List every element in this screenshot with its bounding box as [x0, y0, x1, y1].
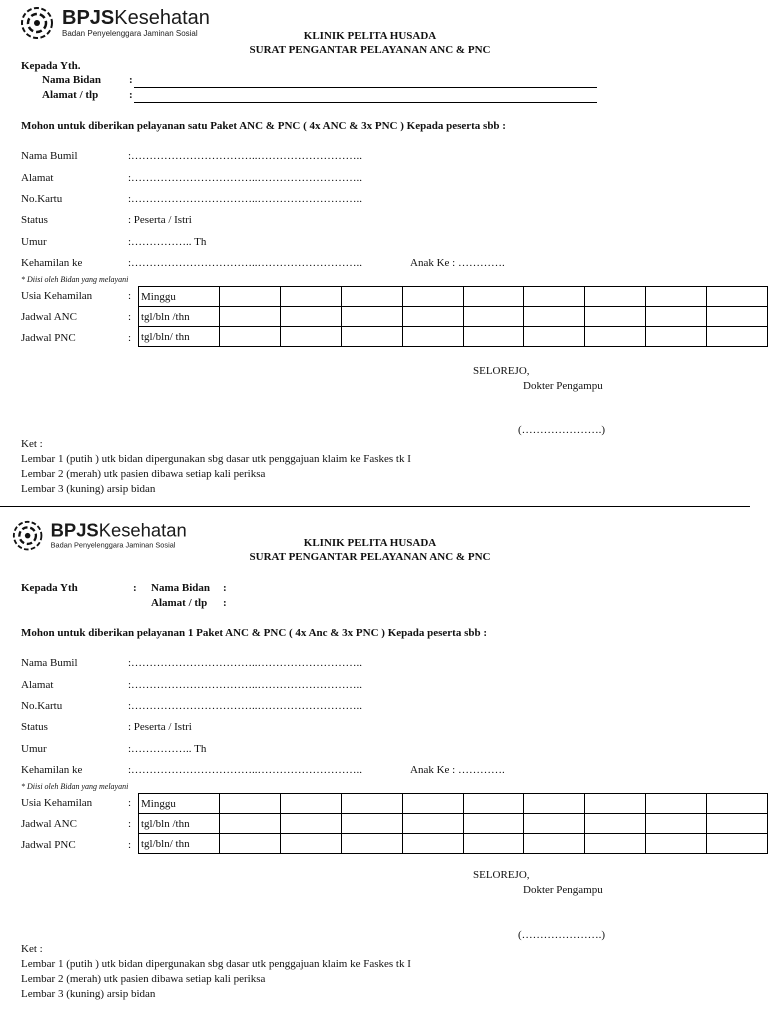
- table-cell[interactable]: [281, 794, 342, 814]
- table-cell[interactable]: [402, 794, 463, 814]
- field-label-age: Umur: [21, 743, 47, 755]
- schedule-label-anc: Jadwal ANC: [21, 311, 77, 323]
- field-value-child-number[interactable]: Anak Ke : ………….: [410, 257, 505, 269]
- colon: :: [128, 311, 132, 323]
- recipient-label: Kepada Yth: [21, 582, 78, 594]
- table-cell[interactable]: [281, 814, 342, 834]
- field-value-card[interactable]: :……………………………..………………………..: [128, 193, 363, 205]
- table-row: [139, 307, 768, 327]
- request-text: Mohon untuk diberikan pelayanan 1 Paket ANC & PNC ( 4x Anc & 3x PNC ) Kepada peserta sbb :: [21, 627, 488, 639]
- clinic-title: KLINIK PELITA HUSADA: [303, 30, 437, 42]
- referral-form-1: [0, 0, 768, 500]
- field-label-age: Umur: [21, 236, 47, 248]
- table-cell[interactable]: [402, 287, 463, 307]
- place-text: SELOREJO,: [473, 365, 530, 377]
- note-item: Lembar 2 (merah) utk pasien dibawa setiap kali periksa: [21, 973, 266, 985]
- schedule-label-anc: Jadwal ANC: [21, 818, 77, 830]
- table-cell[interactable]: [281, 327, 342, 347]
- midwife-address-line[interactable]: [134, 102, 597, 103]
- field-value-age[interactable]: :…………….. Th: [128, 743, 207, 755]
- table-cell[interactable]: [463, 287, 524, 307]
- table-cell[interactable]: tgl/bln/ thn: [139, 327, 220, 347]
- schedule-label-gestation: Usia Kehamilan: [21, 290, 93, 302]
- colon[interactable]: :: [223, 597, 227, 609]
- brand-name: BPJSKesehatan: [62, 7, 210, 29]
- bpjs-logo: [12, 520, 187, 551]
- colon: :: [128, 332, 132, 344]
- note-item: Lembar 3 (kuning) arsip bidan: [21, 988, 156, 1000]
- table-cell[interactable]: [220, 814, 281, 834]
- field-value-address[interactable]: :……………………………..………………………..: [128, 172, 363, 184]
- midwife-address-label: Alamat / tlp: [151, 597, 208, 609]
- table-cell[interactable]: Minggu: [139, 287, 220, 307]
- table-cell[interactable]: [707, 287, 768, 307]
- referral-form-2: [0, 507, 768, 1007]
- table-cell[interactable]: [585, 307, 646, 327]
- table-cell[interactable]: [463, 794, 524, 814]
- table-cell[interactable]: [220, 307, 281, 327]
- table-cell[interactable]: [463, 327, 524, 347]
- field-value-name[interactable]: :……………………………..………………………..: [128, 150, 363, 162]
- filled-by-note: * Diisi oleh Bidan yang melayani: [21, 275, 129, 284]
- schedule-label-gestation: Usia Kehamilan: [21, 797, 93, 809]
- table-cell[interactable]: [524, 307, 585, 327]
- field-value-card[interactable]: :……………………………..………………………..: [128, 700, 363, 712]
- midwife-address-label: Alamat / tlp: [42, 89, 99, 101]
- field-value-child-number[interactable]: Anak Ke : ………….: [410, 764, 505, 776]
- colon: :: [133, 582, 137, 594]
- field-value-age[interactable]: :…………….. Th: [128, 236, 207, 248]
- field-label-card: No.Kartu: [21, 700, 63, 712]
- bpjs-emblem-icon: [20, 6, 54, 40]
- midwife-name-line[interactable]: [134, 87, 597, 88]
- table-cell[interactable]: [524, 287, 585, 307]
- table-cell[interactable]: [220, 794, 281, 814]
- field-value-pregnancy[interactable]: :……………………………..………………………..: [128, 764, 363, 776]
- table-cell[interactable]: [281, 307, 342, 327]
- table-cell[interactable]: [220, 287, 281, 307]
- table-cell[interactable]: tgl/bln /thn: [139, 814, 220, 834]
- table-cell[interactable]: [585, 834, 646, 854]
- table-row: [139, 287, 768, 307]
- table-cell[interactable]: [341, 307, 402, 327]
- table-cell[interactable]: [402, 327, 463, 347]
- field-label-name: Nama Bumil: [21, 150, 78, 162]
- table-row: [139, 327, 768, 347]
- table-row: [139, 814, 768, 834]
- brand-subtitle: Badan Penyelenggara Jaminan Sosial: [62, 29, 198, 38]
- table-cell[interactable]: [646, 307, 707, 327]
- table-cell[interactable]: [402, 834, 463, 854]
- form-title: SURAT PENGANTAR PELAYANAN ANC & PNC: [249, 551, 491, 563]
- table-cell[interactable]: [707, 794, 768, 814]
- colon: :: [129, 89, 133, 101]
- table-cell[interactable]: [281, 834, 342, 854]
- field-label-name: Nama Bumil: [21, 657, 78, 669]
- colon[interactable]: :: [223, 582, 227, 594]
- brand-subtitle: Badan Penyelenggara Jaminan Sosial: [50, 541, 176, 550]
- notes-title: Ket :: [21, 438, 43, 450]
- request-text: Mohon untuk diberikan pelayanan satu Paket ANC & PNC ( 4x ANC & 3x PNC ) Kepada peserta sbb :: [21, 120, 506, 132]
- note-item: Lembar 1 (putih ) utk bidan dipergunakan sbg dasar utk penggajuan klaim ke Faskes tk I: [21, 958, 411, 970]
- schedule-label-pnc: Jadwal PNC: [21, 839, 76, 851]
- field-label-pregnancy: Kehamilan ke: [21, 257, 83, 269]
- table-cell[interactable]: [707, 307, 768, 327]
- field-label-status: Status: [21, 214, 48, 226]
- table-cell[interactable]: [585, 794, 646, 814]
- schedule-table: [138, 286, 768, 347]
- table-cell[interactable]: [585, 327, 646, 347]
- brand-name: BPJSKesehatan: [50, 520, 187, 542]
- table-cell[interactable]: [220, 327, 281, 347]
- notes-title: Ket :: [21, 943, 43, 955]
- field-value-address[interactable]: :……………………………..………………………..: [128, 679, 363, 691]
- table-cell[interactable]: [524, 327, 585, 347]
- field-label-address: Alamat: [21, 172, 54, 184]
- table-cell[interactable]: [463, 307, 524, 327]
- field-value-pregnancy[interactable]: :……………………………..………………………..: [128, 257, 363, 269]
- table-cell[interactable]: [341, 794, 402, 814]
- field-value-status[interactable]: : Peserta / Istri: [128, 214, 192, 226]
- place-text: SELOREJO,: [473, 869, 530, 881]
- colon: :: [129, 74, 133, 86]
- field-value-name[interactable]: :……………………………..………………………..: [128, 657, 363, 669]
- field-label-card: No.Kartu: [21, 193, 63, 205]
- midwife-name-label: Nama Bidan: [42, 74, 101, 86]
- table-cell[interactable]: [281, 287, 342, 307]
- table-cell[interactable]: [707, 327, 768, 347]
- colon: :: [128, 839, 132, 851]
- form-title: SURAT PENGANTAR PELAYANAN ANC & PNC: [249, 44, 491, 56]
- field-label-address: Alamat: [21, 679, 54, 691]
- field-label-status: Status: [21, 721, 48, 733]
- table-cell[interactable]: [646, 287, 707, 307]
- table-cell[interactable]: [646, 327, 707, 347]
- table-cell[interactable]: [463, 834, 524, 854]
- table-cell[interactable]: Minggu: [139, 794, 220, 814]
- table-cell[interactable]: [524, 794, 585, 814]
- table-cell[interactable]: [463, 814, 524, 834]
- bpjs-emblem-icon: [12, 520, 43, 551]
- table-cell[interactable]: [646, 814, 707, 834]
- schedule-label-pnc: Jadwal PNC: [21, 332, 76, 344]
- signature-line[interactable]: (………………….): [518, 929, 606, 941]
- table-cell[interactable]: [646, 794, 707, 814]
- table-row: [139, 834, 768, 854]
- midwife-name-label: Nama Bidan: [151, 582, 210, 594]
- table-cell[interactable]: tgl/bln /thn: [139, 307, 220, 327]
- schedule-table: [138, 793, 768, 854]
- table-cell[interactable]: [402, 814, 463, 834]
- table-cell[interactable]: [585, 287, 646, 307]
- table-cell[interactable]: tgl/bln/ thn: [139, 834, 220, 854]
- signature-line[interactable]: (………………….): [518, 424, 606, 436]
- clinic-title: KLINIK PELITA HUSADA: [303, 537, 437, 549]
- note-item: Lembar 2 (merah) utk pasien dibawa setiap kali periksa: [21, 468, 266, 480]
- table-cell[interactable]: [402, 307, 463, 327]
- colon: :: [128, 290, 132, 302]
- table-row: [139, 794, 768, 814]
- table-cell[interactable]: [341, 814, 402, 834]
- colon: :: [128, 797, 132, 809]
- table-cell[interactable]: [646, 834, 707, 854]
- field-value-status[interactable]: : Peserta / Istri: [128, 721, 192, 733]
- signatory-text: Dokter Pengampu: [523, 380, 603, 392]
- recipient-label: Kepada Yth.: [21, 60, 81, 72]
- field-label-pregnancy: Kehamilan ke: [21, 764, 83, 776]
- note-item: Lembar 1 (putih ) utk bidan dipergunakan sbg dasar utk penggajuan klaim ke Faskes tk I: [21, 453, 411, 465]
- filled-by-note: * Diisi oleh Bidan yang melayani: [21, 782, 129, 791]
- colon: :: [128, 818, 132, 830]
- note-item: Lembar 3 (kuning) arsip bidan: [21, 483, 156, 495]
- table-cell[interactable]: [524, 814, 585, 834]
- table-cell[interactable]: [341, 834, 402, 854]
- table-cell[interactable]: [220, 834, 281, 854]
- table-cell[interactable]: [341, 327, 402, 347]
- table-cell[interactable]: [707, 814, 768, 834]
- table-cell[interactable]: [707, 834, 768, 854]
- signatory-text: Dokter Pengampu: [523, 884, 603, 896]
- table-cell[interactable]: [341, 287, 402, 307]
- table-cell[interactable]: [585, 814, 646, 834]
- table-cell[interactable]: [524, 834, 585, 854]
